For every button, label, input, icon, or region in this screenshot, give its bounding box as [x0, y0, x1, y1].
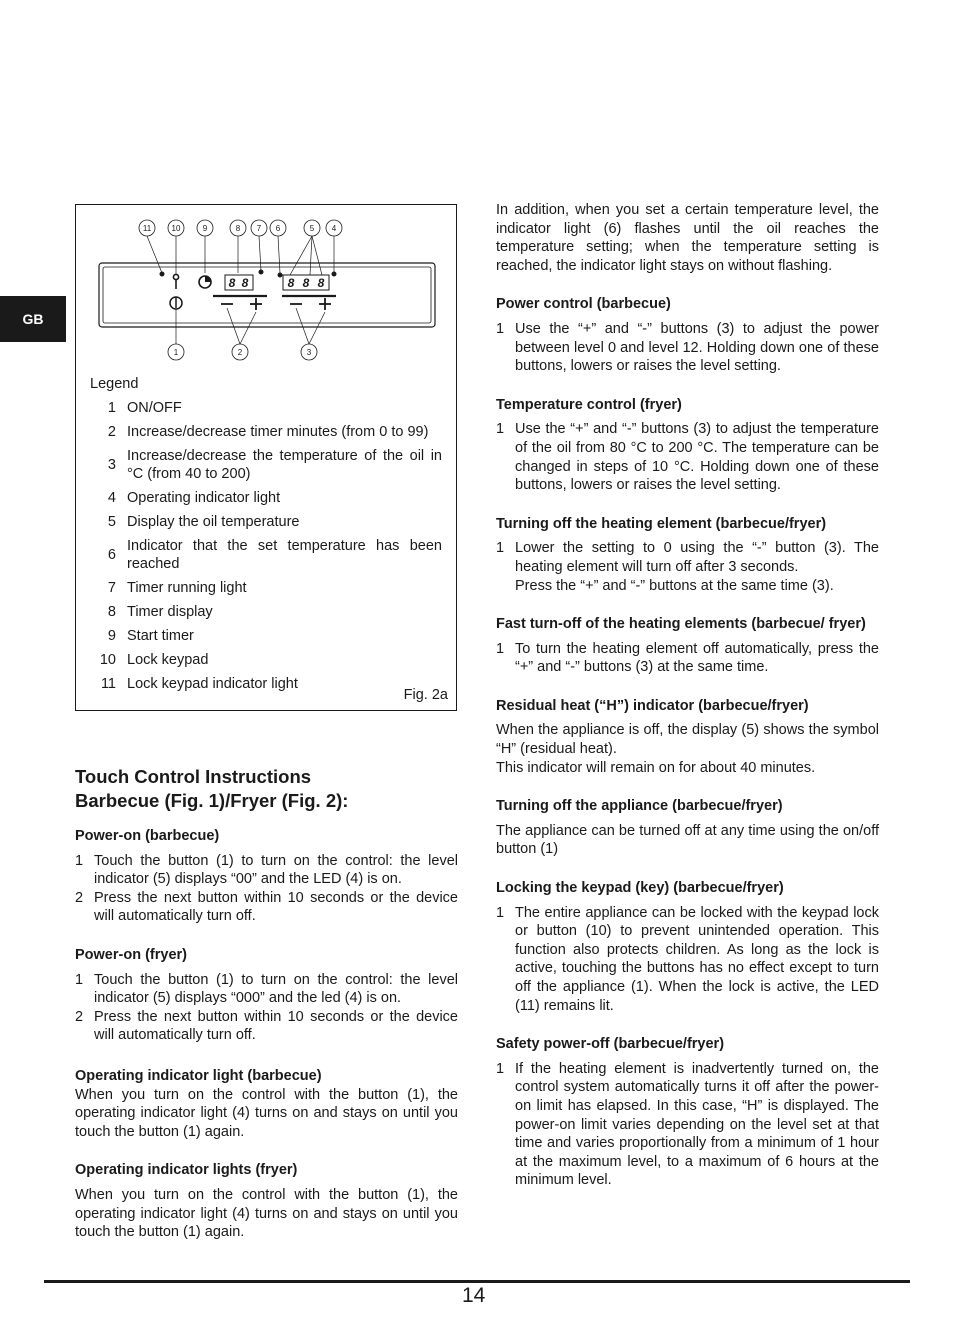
residual-heat-section — [496, 697, 879, 777]
legend-item-number: 3 — [107, 457, 116, 473]
timer-display — [225, 275, 253, 290]
legend-item-text: Increase/decrease timer minutes (from 0 to 99) — [127, 424, 429, 440]
list-item — [496, 904, 879, 1016]
power-on-barbecue-title: Power-on (barbecue) — [75, 828, 220, 844]
legend-item — [90, 513, 442, 531]
figure-box — [75, 204, 457, 711]
legend-item-text: Lock keypad — [127, 652, 209, 668]
leader-lines-bottom — [176, 308, 325, 344]
callout-8 — [230, 220, 246, 236]
legend-item — [90, 603, 442, 621]
power-icon — [170, 297, 182, 309]
item-text: Touch the button (1) to turn on the control: the level indicator (5) displays “00” and the LED (4) is on. — [94, 852, 458, 888]
legend-item — [90, 675, 442, 693]
legend-item-number: 9 — [107, 628, 116, 644]
temperature-control-title: Temperature control (fryer) — [496, 396, 682, 413]
legend-item-number: 6 — [107, 547, 116, 563]
callout-5 — [304, 220, 320, 236]
item-number: 1 — [496, 904, 505, 921]
list-item — [75, 971, 458, 1008]
item-text: To turn the heating element off automatically, press the “+” and “-” buttons (3) at the same time. — [515, 640, 879, 676]
power-control-title: Power control (barbecue) — [496, 296, 671, 313]
list-item — [496, 539, 879, 595]
item-text: Use the “+” and “-” buttons (3) to adjust the temperature of the oil from 80 °C to 200 °C. The temperature can be changed in steps of 10 °C. Holding down one of these buttons, lowers or raises the level setting. — [515, 421, 879, 494]
legend-item — [90, 651, 442, 669]
item-number: 1 — [496, 421, 505, 438]
locking-section — [496, 879, 879, 1015]
temperature-display — [283, 275, 329, 290]
operating-lights-fryer-title: Operating indicator lights (fryer) — [75, 1162, 298, 1179]
intro-section — [496, 201, 879, 275]
intro-text: In addition, when you set a certain temperature level, the indicator light (6) flashes until the oil reaches the temperature setting; when the temperature setting is reached, the indicator light stays on without flashing. — [496, 202, 879, 274]
legend-item-number: 10 — [99, 652, 116, 668]
list-item — [496, 320, 879, 376]
item-number: 1 — [496, 320, 505, 337]
legend-item-text: Timer display — [127, 604, 213, 620]
temp-digit-3: 8 — [317, 276, 325, 290]
power-on-barbecue-section — [75, 827, 458, 926]
item-text: If the heating element is inadvertently turned on, the control system automatically turns it off after the power-on limit has elapsed. In this case, “H” is displayed. The power-on limit varies depending on the level set at that time and varies proportionally from a minimum of 1 hour at the maximum level, to a maximum of 6 hours at the minimum level. — [515, 1060, 879, 1189]
operating-lights-fryer-text: When you turn on the control with the button (1), the operating indicator light (4) turns on and stays on until you touch the button (1) again. — [75, 1186, 458, 1241]
legend-item — [90, 447, 442, 483]
legend-item — [90, 627, 442, 645]
item-number: 2 — [75, 889, 84, 906]
temperature-control-section — [496, 396, 879, 495]
callout-1 — [168, 344, 184, 360]
power-on-fryer-title: Power-on (fryer) — [75, 946, 187, 963]
legend-item-text: Display the oil temperature — [127, 514, 300, 530]
legend-item — [90, 399, 442, 417]
callout-3-label: 3 — [306, 348, 312, 357]
operating-light-barbecue-section — [75, 1067, 458, 1141]
callout-11-label: 11 — [142, 224, 152, 233]
item-number: 2 — [75, 1008, 84, 1025]
legend-title: Legend — [90, 376, 139, 392]
power-control-section — [496, 295, 879, 375]
item-text: Press the next button within 10 seconds or the device will automatically turn off. — [94, 1008, 458, 1044]
legend-item — [90, 423, 442, 441]
legend-item-number: 7 — [107, 580, 116, 596]
language-tab: GB — [0, 296, 66, 342]
callout-9-label: 9 — [202, 224, 208, 233]
legend-item-text: Indicator that the set temperature has been reached — [127, 538, 442, 572]
fast-turn-off-title: Fast turn-off of the heating elements (barbecue/ fryer) — [496, 616, 866, 633]
power-on-fryer-section — [75, 946, 458, 1045]
item-extra-text: Press the “+” and “-” buttons at the same time (3). — [515, 577, 834, 594]
temp-digit-2: 8 — [302, 276, 310, 290]
locking-title: Locking the keypad (key) (barbecue/fryer) — [496, 880, 784, 897]
residual-heat-text-1: When the appliance is off, the display (5) shows the symbol “H” (residual heat). — [496, 722, 879, 758]
operating-light-barbecue-text: When you turn on the control with the button (1), the operating indicator light (4) turns on and stays on until you touch the button (1) again. — [75, 1086, 458, 1140]
list-item — [496, 640, 879, 677]
item-text: Press the next button within 10 seconds or the device will automatically turn off. — [94, 889, 458, 925]
list-item — [75, 852, 458, 889]
control-panel-diagram — [76, 205, 458, 375]
temp-digit-1: 8 — [287, 276, 295, 290]
timer-digit-1: 8 — [228, 276, 236, 290]
list-item — [496, 420, 879, 494]
legend-item — [90, 579, 442, 597]
legend-item-number: 2 — [107, 424, 116, 440]
item-number: 1 — [496, 640, 505, 657]
operating-lights-fryer-section — [75, 1161, 458, 1241]
callout-6 — [270, 220, 286, 236]
callout-9 — [197, 220, 213, 236]
timer-icon — [199, 276, 211, 288]
residual-heat-text-2: This indicator will remain on for about 40 minutes. — [496, 759, 816, 776]
key-icon — [173, 274, 178, 289]
list-item — [496, 1060, 879, 1190]
callout-7-label: 7 — [256, 224, 262, 233]
legend-item-number: 8 — [107, 604, 116, 620]
callout-10 — [168, 220, 184, 236]
leader-lines-top — [147, 236, 334, 275]
turn-off-heating-section — [496, 515, 879, 595]
item-text: Lower the setting to 0 using the “-” button (3). The heating element will turn off after 3 seconds. — [515, 540, 879, 575]
right-column — [496, 201, 879, 1190]
callout-5-label: 5 — [309, 224, 315, 233]
list-item — [75, 1008, 458, 1045]
turn-off-appliance-title: Turning off the appliance (barbecue/fryer) — [496, 798, 783, 815]
callout-3 — [301, 344, 317, 360]
operating-led-icon — [332, 272, 337, 277]
section-heading — [75, 765, 458, 813]
callout-11 — [139, 220, 155, 236]
heading-line-2: Barbecue (Fig. 1)/Fryer (Fig. 2): — [75, 790, 349, 811]
legend-item-number: 11 — [100, 676, 116, 692]
turn-off-appliance-section — [496, 797, 879, 859]
callout-4 — [326, 220, 342, 236]
callout-8-label: 8 — [235, 224, 241, 233]
item-text: Touch the button (1) to turn on the control: the level indicator (5) displays “000” and the led (4) is on. — [94, 971, 458, 1007]
legend-item-text: ON/OFF — [127, 400, 182, 416]
residual-heat-title: Residual heat (“H”) indicator (barbecue/fryer) — [496, 697, 809, 714]
temp-reached-led-icon — [278, 273, 283, 278]
legend-item-text: Start timer — [127, 628, 194, 644]
list-item — [75, 889, 458, 926]
legend-item-text: Timer running light — [127, 580, 247, 596]
lock-led-icon — [160, 272, 165, 277]
item-text: The entire appliance can be locked with the keypad lock or button (10) to prevent unintended operation. This function also protects children. As long as the lock is active, touching the buttons has no effect except to turn off the appliance (1). When the lock is active, the LED (11) remains lit. — [515, 904, 879, 1014]
legend-item-number: 4 — [107, 490, 116, 506]
legend-item-text: Increase/decrease the temperature of the oil in °C (from 40 to 200) — [127, 448, 442, 482]
legend-item — [90, 537, 442, 573]
item-number: 1 — [496, 540, 505, 557]
callout-1-label: 1 — [173, 348, 179, 357]
fast-turn-off-section — [496, 615, 879, 677]
heading-line-1: Touch Control Instructions — [75, 766, 312, 787]
operating-light-barbecue-title: Operating indicator light (barbecue) — [75, 1067, 322, 1084]
safety-power-off-title: Safety power-off (barbecue/fryer) — [496, 1036, 725, 1053]
left-column — [75, 765, 458, 1242]
turn-off-heating-title: Turning off the heating element (barbecue/fryer) — [496, 515, 827, 532]
figure-label: Fig. 2a — [403, 687, 448, 703]
item-number: 1 — [75, 971, 84, 988]
legend-item-number: 5 — [107, 514, 116, 530]
callout-7 — [251, 220, 267, 236]
legend-item-text: Lock keypad indicator light — [127, 676, 298, 692]
timer-plus-icon — [250, 298, 262, 310]
timer-digit-2: 8 — [241, 276, 249, 290]
temp-plus-icon — [319, 298, 331, 310]
item-text: Use the “+” and “-” buttons (3) to adjust the power between level 0 and level 12. Holding down one of these buttons, lowers or raises the level setting. — [515, 320, 879, 375]
turn-off-appliance-text: The appliance can be turned off at any time using the on/off button (1) — [496, 822, 879, 858]
safety-power-off-section — [496, 1035, 879, 1190]
callout-2 — [232, 344, 248, 360]
timer-running-led-icon — [259, 270, 264, 275]
legend-item-number: 1 — [107, 400, 116, 416]
item-number: 1 — [496, 1060, 505, 1077]
callout-4-label: 4 — [331, 224, 337, 233]
legend-item-text: Operating indicator light — [127, 490, 281, 506]
callout-2-label: 2 — [237, 348, 243, 357]
callout-6-label: 6 — [275, 224, 281, 233]
legend-item — [90, 489, 442, 507]
legend — [90, 375, 442, 693]
item-number: 1 — [75, 852, 84, 869]
callout-10-label: 10 — [171, 224, 181, 233]
page-number: 14 — [462, 1284, 486, 1307]
